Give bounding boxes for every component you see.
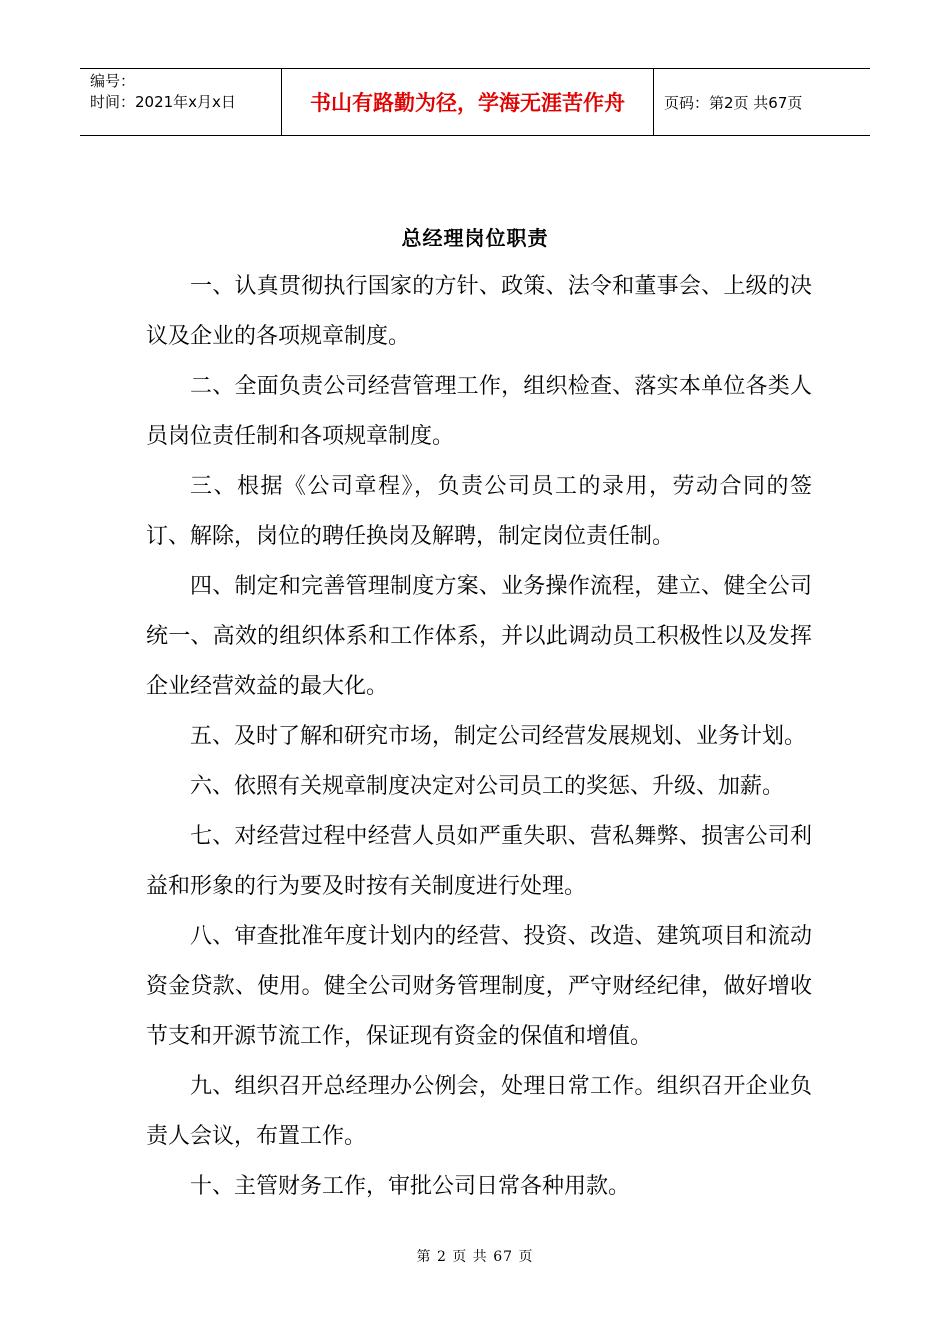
duty-paragraph-9: 九、组织召开总经理办公例会，处理日常工作。组织召开企业负责人会议，布置工作。 [146, 1074, 812, 1149]
header-page-info: 页码：第2页 共67页 [664, 93, 803, 112]
header-page-cell [654, 69, 870, 135]
document-date-label: 时间：2021年x月x日 [90, 93, 236, 111]
duty-paragraph-5: 五、及时了解和研究市场，制定公司经营发展规划、业务计划。 [190, 724, 807, 749]
document-title: 总经理岗位职责 [401, 226, 549, 250]
header-table [80, 68, 870, 136]
duty-paragraph-7: 七、对经营过程中经营人员如严重失职、营私舞弊、损害公司利益和形象的行为要及时按有关制度进行处理。 [146, 824, 812, 899]
page-footer: 第 2 页 共 67 页 [416, 1249, 534, 1265]
duty-paragraph-2: 二、全面负责公司经营管理工作，组织检查、落实本单位各类人员岗位责任制和各项规章制度。 [146, 374, 812, 449]
header-meta-cell [80, 69, 282, 135]
document-body [146, 262, 812, 1212]
header-motto-cell [282, 69, 654, 135]
duty-paragraph-10: 十、主管财务工作，审批公司日常各种用款。 [190, 1174, 631, 1199]
document-number-label: 编号： [90, 72, 136, 90]
duty-paragraph-4: 四、制定和完善管理制度方案、业务操作流程，建立、健全公司统一、高效的组织体系和工作体系，并以此调动员工积极性以及发挥企业经营效益的最大化。 [146, 574, 812, 699]
duty-paragraph-6: 六、依照有关规章制度决定对公司员工的奖惩、升级、加薪。 [190, 774, 785, 799]
duty-paragraph-1: 一、认真贯彻执行国家的方针、政策、法令和董事会、上级的决议及企业的各项规章制度。 [146, 274, 812, 349]
duty-paragraph-8: 八、审查批准年度计划内的经营、投资、改造、建筑项目和流动资金贷款、使用。健全公司财务管理制度，严守财经纪律，做好增收节支和开源节流工作，保证现有资金的保值和增值。 [146, 924, 812, 1049]
duty-paragraph-3: 三、根据《公司章程》，负责公司员工的录用，劳动合同的签订、解除，岗位的聘任换岗及解聘，制定岗位责任制。 [146, 474, 812, 549]
header-motto: 书山有路勤为径，学海无涯苦作舟 [310, 91, 625, 115]
